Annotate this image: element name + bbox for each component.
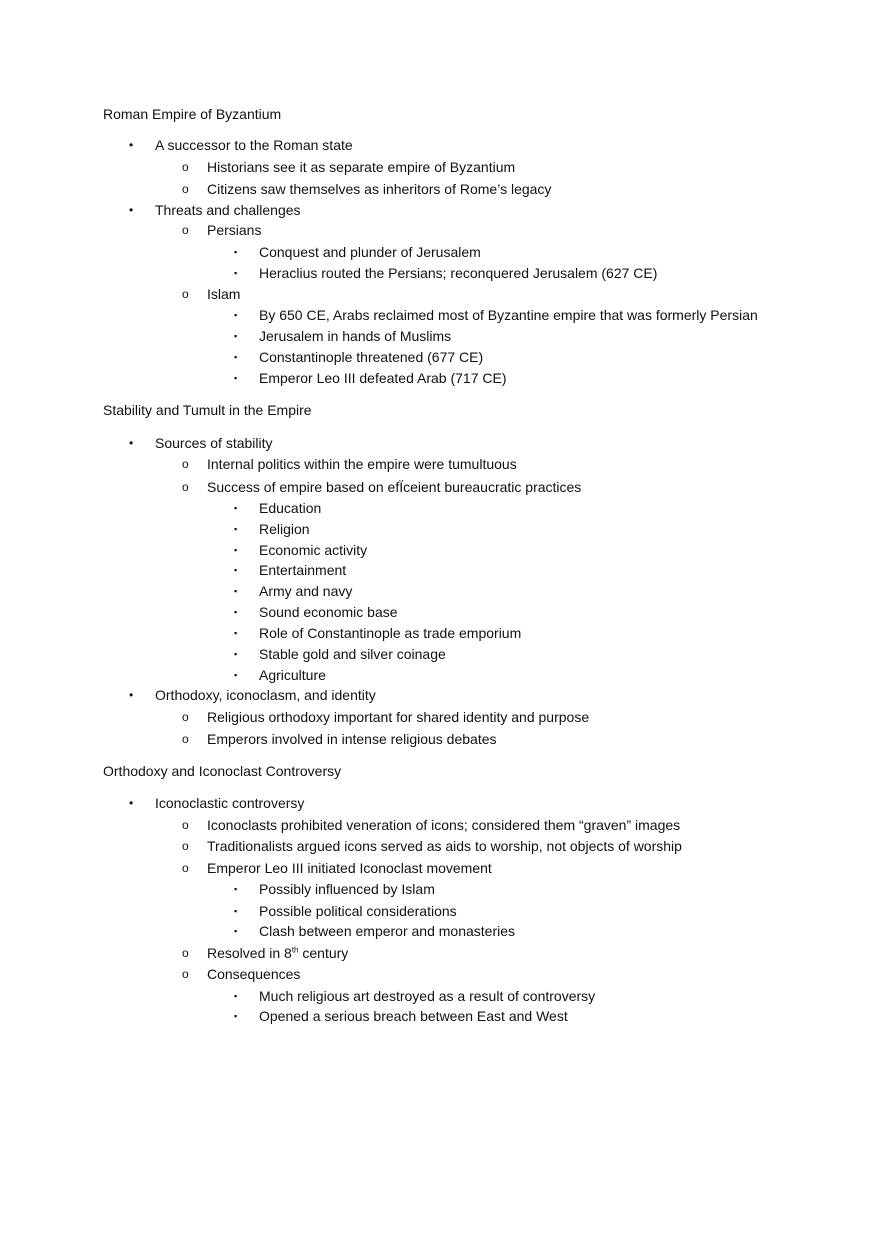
list-item-text: century xyxy=(298,945,349,961)
bullet: ▪ xyxy=(234,565,238,575)
list-item: A successor to the Roman state xyxy=(155,137,353,153)
bullet: ▪ xyxy=(234,310,238,320)
bullet: ▪ xyxy=(234,247,238,257)
list-item: Consequences xyxy=(207,966,301,982)
list-item: Conquest and plunder of Jerusalem xyxy=(259,244,481,260)
section-heading-roman-empire: Roman Empire of Byzantium xyxy=(103,106,282,122)
list-item: Iconoclasts prohibited veneration of icons; considered them “graven” images xyxy=(207,817,681,833)
list-item xyxy=(207,944,348,962)
bullet: ▪ xyxy=(234,906,238,916)
list-item: Historians see it as separate empire of Byzantium xyxy=(207,159,516,175)
bullet: ▪ xyxy=(234,991,238,1001)
list-item: Education xyxy=(259,500,322,516)
bullet: ▪ xyxy=(234,268,238,278)
bullet: ▪ xyxy=(234,628,238,638)
list-item: Entertainment xyxy=(259,562,347,578)
list-item: Heraclius routed the Persians; reconquered Jerusalem (627 CE) xyxy=(259,265,658,281)
bullet: ▪ xyxy=(234,331,238,341)
list-item: Citizens saw themselves as inheritors of Rome’s legacy xyxy=(207,181,552,197)
list-item: Role of Constantinople as trade emporium xyxy=(259,625,522,641)
list-item: Religious orthodoxy important for shared identity and purpose xyxy=(207,709,590,725)
bullet: ▪ xyxy=(234,884,238,894)
list-item: Sound economic base xyxy=(259,604,398,620)
bullet: o xyxy=(182,160,189,174)
list-item: Emperor Leo III initiated Iconoclast movement xyxy=(207,860,492,876)
list-item: Possible political considerations xyxy=(259,903,457,919)
bullet: o xyxy=(182,967,189,981)
bullet: o xyxy=(182,182,189,196)
list-item: Iconoclastic controversy xyxy=(155,795,305,811)
bullet: o xyxy=(182,223,189,237)
list-item: Emperors involved in intense religious debates xyxy=(207,731,497,747)
bullet: ▪ xyxy=(234,373,238,383)
list-item: Clash between emperor and monasteries xyxy=(259,923,516,939)
bullet: ▪ xyxy=(234,586,238,596)
list-item: Economic activity xyxy=(259,542,368,558)
bullet: o xyxy=(182,457,189,471)
bullet: • xyxy=(129,138,134,152)
list-item: Constantinople threatened (677 CE) xyxy=(259,349,484,365)
bullet: o xyxy=(182,946,189,960)
list-item-text: Resolved in 8 xyxy=(207,945,292,961)
section-heading-stability: Stability and Tumult in the Empire xyxy=(103,402,312,418)
list-item: Traditionalists argued icons served as aids to worship, not objects of worship xyxy=(207,838,682,854)
bullet: o xyxy=(182,861,189,875)
bullet: • xyxy=(129,203,134,217)
list-item: Emperor Leo III defeated Arab (717 CE) xyxy=(259,370,507,386)
list-item: Stable gold and silver coinage xyxy=(259,646,446,662)
bullet: ▪ xyxy=(234,545,238,555)
bullet: • xyxy=(129,436,134,450)
list-item: Islam xyxy=(207,286,241,302)
list-item: Opened a serious breach between East and West xyxy=(259,1008,568,1024)
list-item: By 650 CE, Arabs reclaimed most of Byzantine empire that was formerly Persian xyxy=(259,307,758,323)
bullet: ▪ xyxy=(234,670,238,680)
bullet: ▪ xyxy=(234,649,238,659)
bullet: ▪ xyxy=(234,352,238,362)
list-item: Jerusalem in hands of Muslims xyxy=(259,328,452,344)
bullet: o xyxy=(182,710,189,724)
bullet: o xyxy=(182,732,189,746)
bullet: • xyxy=(129,688,134,702)
bullet: ▪ xyxy=(234,503,238,513)
list-item: Army and navy xyxy=(259,583,353,599)
list-item: Agriculture xyxy=(259,667,326,683)
list-item: Orthodoxy, iconoclasm, and identity xyxy=(155,687,376,703)
list-item: Internal politics within the empire were tumultuous xyxy=(207,456,517,472)
bullet: ▪ xyxy=(234,1011,238,1021)
bullet: ▪ xyxy=(234,926,238,936)
bullet: o xyxy=(182,287,189,301)
bullet: o xyxy=(182,480,189,494)
list-item: Religion xyxy=(259,521,310,537)
bullet: ▪ xyxy=(234,524,238,534)
list-item: Much religious art destroyed as a result of controversy xyxy=(259,988,596,1004)
section-heading-orthodoxy: Orthodoxy and Iconoclast Controversy xyxy=(103,763,342,779)
list-item: Sources of stability xyxy=(155,435,273,451)
list-item: Success of empire based on efÏceient bureaucratic practices xyxy=(207,479,582,495)
bullet: o xyxy=(182,818,189,832)
bullet: ▪ xyxy=(234,607,238,617)
bullet: • xyxy=(129,796,134,810)
bullet: o xyxy=(182,839,189,853)
list-item: Possibly influenced by Islam xyxy=(259,881,435,897)
ordinal-superscript: th xyxy=(291,945,299,955)
list-item: Threats and challenges xyxy=(155,202,301,218)
list-item: Persians xyxy=(207,222,262,238)
